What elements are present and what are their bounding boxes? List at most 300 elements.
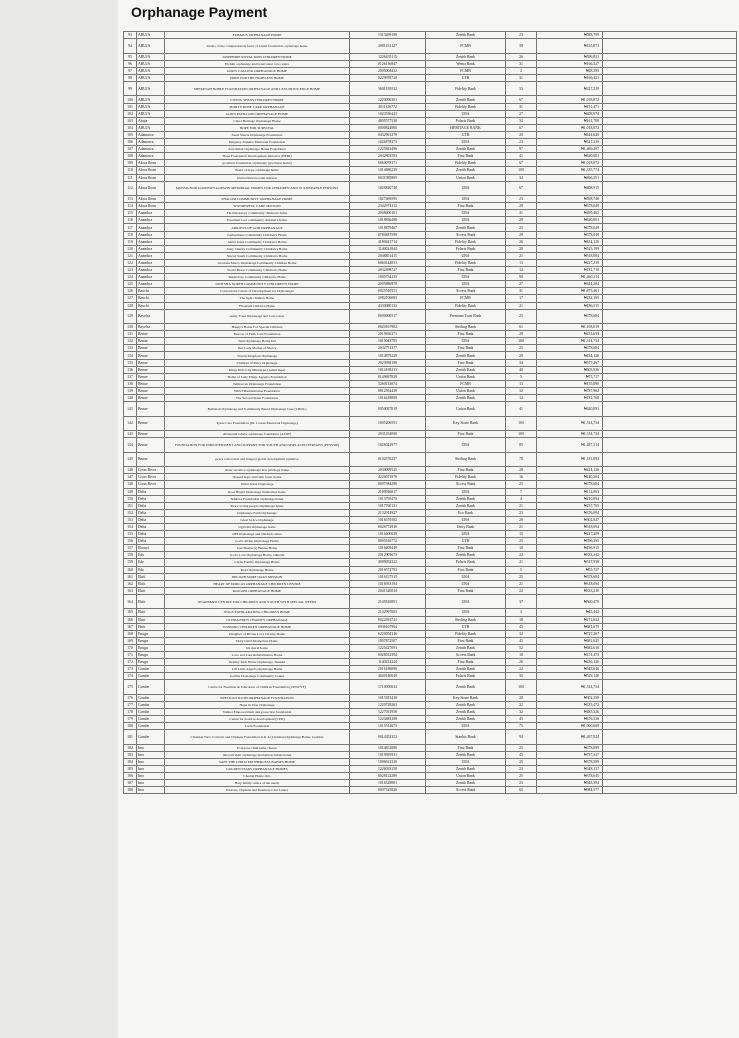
state-cell: Benue (137, 338, 165, 345)
table-row (124, 467, 737, 474)
orphanage-name: JESUS EXHILARATING CHILDREN HOME (165, 609, 350, 616)
beneficiary-count: 40 (506, 366, 537, 373)
payment-amount: ₦434,126 (537, 352, 603, 359)
account-number: 2031454000 (350, 431, 426, 438)
account-number: 1226033158 (350, 766, 426, 773)
account-number: 4330080132 (350, 302, 426, 309)
beneficiary-count: 22 (506, 552, 537, 559)
orphanage-name: UCHIJA EBUN CHARITY ORPHANAGE (165, 616, 350, 623)
table-row (124, 609, 737, 616)
row-number: 166 (124, 616, 137, 623)
state-cell: Cross River (137, 481, 165, 488)
orphanage-name: GOD'S PAVILLION ORPHANAGE HOME (165, 110, 350, 117)
payment-table (123, 31, 737, 794)
beneficiary-count: 33 (506, 81, 537, 96)
row-number: 170 (124, 644, 137, 651)
table-row (124, 366, 737, 373)
account-number: 1016400639 (350, 531, 426, 538)
blank-cell (603, 81, 737, 96)
account-number: 2016186090 (350, 666, 426, 673)
beneficiary-count: 34 (506, 117, 537, 124)
row-number: 144 (124, 438, 137, 453)
beneficiary-count: 45 (506, 751, 537, 758)
beneficiary-count: 13 (506, 259, 537, 266)
payment-amount: ₦348,137 (537, 766, 603, 773)
bank-name: Zenith Bank (426, 495, 506, 502)
payment-amount: ₦378,684 (537, 573, 603, 580)
state-cell: Imo (137, 766, 165, 773)
bank-name: Sterling Bank (426, 324, 506, 331)
row-number: 130 (124, 324, 137, 331)
orphanage-name: HOPE FOR THE HOPELESS HOME (165, 74, 350, 81)
state-cell: Cross River (137, 474, 165, 481)
bank-name: Sterling Bank (426, 452, 506, 467)
state-cell: Edo (137, 559, 165, 566)
payment-table-body (124, 32, 737, 794)
table-row (124, 32, 737, 39)
account-number: 1015512673 (350, 723, 426, 730)
payment-amount: ₦620,091 (537, 402, 603, 417)
bank-name: Fidelity Bank (426, 302, 506, 309)
orphanage-name: God's divine Orphanage Home (165, 538, 350, 545)
row-number: 95 (124, 53, 137, 60)
account-number: 2032498727 (350, 267, 426, 274)
payment-amount: ₦45,442 (537, 609, 603, 616)
table-row (124, 245, 737, 252)
beneficiary-count: 67 (506, 181, 537, 196)
blank-cell (603, 302, 737, 309)
state-cell: ABUJA (137, 53, 165, 60)
blank-cell (603, 580, 737, 587)
blank-cell (603, 538, 737, 545)
blank-cell (603, 759, 737, 766)
account-number: 2100926017 (350, 488, 426, 495)
orphanage-name: WONDERFUL CARE MISSION (165, 203, 350, 210)
account-number: 0095516772 (350, 538, 426, 545)
beneficiary-count: 35 (506, 673, 537, 680)
beneficiary-count: 32 (506, 387, 537, 394)
bank-name: First Bank (426, 637, 506, 644)
row-number: 184 (124, 759, 137, 766)
account-number: 1225821496 (350, 146, 426, 153)
row-number: 157 (124, 545, 137, 552)
state-cell: Benue (137, 402, 165, 417)
beneficiary-count: 2 (506, 67, 537, 74)
account-number: 0025510551 (350, 288, 426, 295)
row-number: 143 (124, 431, 137, 438)
payment-amount: ₦408,915 (537, 181, 603, 196)
payment-amount: ₦599,831 (537, 53, 603, 60)
account-number: 6060142051 (350, 259, 426, 266)
table-row (124, 538, 737, 545)
orphanage-name: Home of Lady Emeje Agogbo Foundation (165, 373, 350, 380)
bank-name: First Bank (426, 153, 506, 160)
blank-cell (603, 60, 737, 67)
table-row (124, 659, 737, 666)
blank-cell (603, 467, 737, 474)
beneficiary-count: 97 (506, 146, 537, 153)
orphanage-name: Ahderenel rahabe orphanage foundation (AZOF) (165, 431, 350, 438)
account-number: 1227031958 (350, 709, 426, 716)
row-number: 150 (124, 495, 137, 502)
state-cell: Anambra (137, 210, 165, 217)
table-row (124, 759, 737, 766)
beneficiary-count: 26 (506, 659, 537, 666)
table-row (124, 252, 737, 259)
orphanage-name: Beacon of Faith Care Foundation (165, 331, 350, 338)
blank-cell (603, 345, 737, 352)
blank-cell (603, 153, 737, 160)
table-row (124, 96, 737, 103)
account-number: 1014652890 (350, 744, 426, 751)
bank-name: Zenith Bank (426, 709, 506, 716)
row-number: 102 (124, 110, 137, 117)
orphanage-name: Children of Mary Orphanage (165, 359, 350, 366)
bank-name: UBA (426, 438, 506, 453)
blank-cell (603, 252, 737, 259)
bank-name: First Bank (426, 659, 506, 666)
beneficiary-count: 25 (506, 345, 537, 352)
account-number: 0007384298 (350, 481, 426, 488)
bank-name: Zenith Bank (426, 766, 506, 773)
table-row (124, 373, 737, 380)
row-number: 153 (124, 516, 137, 523)
beneficiary-count: 100 (506, 431, 537, 438)
payment-amount: ₦55,737 (537, 566, 603, 573)
beneficiary-count: 21 (506, 302, 537, 309)
bank-name: GTB (426, 623, 506, 630)
bank-name: UBA (426, 580, 506, 587)
state-cell: Enugu (137, 637, 165, 644)
account-number: 0020167982 (350, 324, 426, 331)
account-number: 0102576237 (350, 452, 426, 467)
blank-cell (603, 730, 737, 745)
state-cell: ABUJA (137, 96, 165, 103)
state-cell: Delta (137, 531, 165, 538)
account-number: 1007872507 (350, 637, 426, 644)
beneficiary-count: 100 (506, 416, 537, 431)
orphanage-name: EMMAUS ORPHANAGE HOME (165, 32, 350, 39)
beneficiary-count: 67 (506, 160, 537, 167)
payment-amount: ₦518,094 (537, 252, 603, 259)
account-number: 1014169213 (350, 366, 426, 373)
row-number: 107 (124, 146, 137, 153)
beneficiary-count: 45 (506, 637, 537, 644)
table-row (124, 39, 737, 54)
orphanage-name: WINNING CHILDREN ORPHANAGE HOME (165, 623, 350, 630)
table-row (124, 153, 737, 160)
beneficiary-count: 25 (506, 309, 537, 324)
payment-amount: ₦378,899 (537, 744, 603, 751)
orphanage-name: Excellent love community children's home (165, 217, 350, 224)
state-cell: ABUJA (137, 32, 165, 39)
state-cell: Ekiti (137, 609, 165, 616)
state-cell: Akwa Ibom (137, 203, 165, 210)
table-row (124, 545, 737, 552)
payment-amount: ₦272,632 (537, 616, 603, 623)
orphanage-name: Kingsley Zamabe Memorial Foundation (165, 139, 350, 146)
beneficiary-count: 21 (506, 252, 537, 259)
payment-amount: ₦237,705 (537, 502, 603, 509)
blank-cell (603, 502, 737, 509)
account-number: 0028122289 (350, 773, 426, 780)
row-number: 139 (124, 387, 137, 394)
account-number: 2048851415 (350, 252, 426, 259)
account-number: 0012592439 (350, 387, 426, 394)
beneficiary-count: 29 (506, 331, 537, 338)
beneficiary-count: 31 (506, 210, 537, 217)
row-number: 181 (124, 730, 137, 745)
state-cell: Adamawa (137, 139, 165, 146)
orphanage-name: Gloriana Mercy Orphanage Community Children Home (165, 259, 350, 266)
beneficiary-count: 67 (506, 124, 537, 131)
beneficiary-count: 100 (506, 338, 537, 345)
orphanage-name: Chero Heritage Orphanage Home (165, 117, 350, 124)
payment-amount: ₦155,871 (537, 39, 603, 54)
account-number: 5601159532 (350, 81, 426, 96)
beneficiary-count: 52 (506, 644, 537, 651)
table-row (124, 331, 737, 338)
state-cell: Imo (137, 787, 165, 794)
payment-amount: ₦333,210 (537, 587, 603, 594)
beneficiary-count: 23 (506, 509, 537, 516)
bank-name: Zenith Bank (426, 32, 506, 39)
row-number: 162 (124, 580, 137, 587)
state-cell: Bauchi (137, 295, 165, 302)
state-cell: Delta (137, 516, 165, 523)
row-number: 116 (124, 217, 137, 224)
bank-name: Eco Bank (426, 509, 506, 516)
state-cell: Gombe (137, 673, 165, 680)
beneficiary-count: 90 (506, 274, 537, 281)
state-cell: Anambra (137, 252, 165, 259)
account-number: 0028012394 (350, 651, 426, 658)
blank-cell (603, 523, 737, 530)
table-row (124, 474, 737, 481)
orphanage-name: Widows, Orphans and Destitute Care Centre (165, 787, 350, 794)
orphanage-name: GOD'S CALLING ORPHANAGE HOME (165, 67, 350, 74)
table-row (124, 402, 737, 417)
state-cell: Benue (137, 452, 165, 467)
blank-cell (603, 110, 737, 117)
row-number: 175 (124, 680, 137, 695)
blank-cell (603, 701, 737, 708)
blank-cell (603, 203, 737, 210)
orphanage-name: OBI Orphanage and children centre (165, 531, 350, 538)
payment-amount: ₦378,684 (537, 481, 603, 488)
bank-name: Unity Bank (426, 523, 506, 530)
payment-amount: ₦1,314,734 (537, 338, 603, 345)
bank-name: First Bank (426, 203, 506, 210)
beneficiary-count: 31 (506, 60, 537, 67)
blank-cell (603, 373, 737, 380)
account-number: 2042803593 (350, 153, 426, 160)
bank-name: UBA (426, 594, 506, 609)
state-cell: Adamawa (137, 131, 165, 138)
payment-amount: ₦240,304 (537, 474, 603, 481)
account-number: 1016418009 (350, 395, 426, 402)
account-number: 0031985805 (350, 174, 426, 181)
bank-name: UBA (426, 217, 506, 224)
payment-amount: ₦1,460,314 (537, 274, 603, 281)
table-row (124, 196, 737, 203)
blank-cell (603, 666, 737, 673)
table-row (124, 267, 737, 274)
bank-name: Key Stone Bank (426, 416, 506, 431)
orphanage-name: goodness foundation orphanage (goodness home) (165, 160, 350, 167)
bank-name: Zenith Bank (426, 53, 506, 60)
state-cell: Gombe (137, 680, 165, 695)
beneficiary-count: 85 (506, 438, 537, 453)
table-row (124, 224, 737, 231)
payment-amount: ₦682,610 (537, 644, 603, 651)
beneficiary-count: 25 (506, 759, 537, 766)
table-row (124, 594, 737, 609)
beneficiary-count: 28 (506, 467, 537, 474)
table-row (124, 110, 737, 117)
beneficiary-count: 100 (506, 167, 537, 174)
bank-name: Zenith Bank (426, 666, 506, 673)
table-row (124, 666, 737, 673)
blank-cell (603, 680, 737, 695)
account-number: 6220054346 (350, 630, 426, 637)
bank-name: UBA (426, 210, 506, 217)
row-number: 138 (124, 380, 137, 387)
payment-amount: ₦605,936 (537, 366, 603, 373)
row-number: 133 (124, 345, 137, 352)
table-row (124, 238, 737, 245)
account-number: 1017760121 (350, 502, 426, 509)
beneficiary-count: 3 (506, 609, 537, 616)
table-row (124, 431, 737, 438)
account-number: 2041320034 (350, 587, 426, 594)
blank-cell (603, 139, 737, 146)
payment-amount: ₦151,473 (537, 651, 603, 658)
blank-cell (603, 659, 737, 666)
row-number: 174 (124, 673, 137, 680)
account-number: 1027469595 (350, 196, 426, 203)
orphanage-name: Tavern Kingdom Orphanage (165, 352, 350, 359)
orphanage-name: DELIGHTSOME OAKS MISSION (165, 573, 350, 580)
bank-name: Union Bank (426, 773, 506, 780)
account-number: 1140252244 (350, 659, 426, 666)
payment-amount: ₦1,314,734 (537, 431, 603, 438)
account-number: 2132014927 (350, 509, 426, 516)
row-number: 147 (124, 474, 137, 481)
table-row (124, 81, 737, 96)
payment-amount: ₦529,140 (537, 673, 603, 680)
beneficiary-count: 34 (506, 174, 537, 181)
payment-amount: ₦181,718 (537, 267, 603, 274)
account-number: 1005734233 (350, 274, 426, 281)
blank-cell (603, 609, 737, 616)
payment-amount: ₦166,327 (537, 60, 603, 67)
account-number: 4040140049 (350, 673, 426, 680)
table-row (124, 53, 737, 60)
beneficiary-count: 15 (506, 531, 537, 538)
payment-amount: ₦161,708 (537, 117, 603, 124)
payment-amount: ₦499,462 (537, 210, 603, 217)
table-row (124, 60, 737, 67)
bank-name: GTB (426, 538, 506, 545)
row-number: 103 (124, 117, 137, 124)
payment-amount: ₦1,181,093 (537, 452, 603, 467)
account-number: 2005886970 (350, 281, 426, 288)
orphanage-name: Cornerstone Centre of Development for Orphanages (165, 288, 350, 295)
table-row (124, 131, 737, 138)
state-cell: ABUJA (137, 39, 165, 54)
table-row (124, 174, 737, 181)
payment-amount: ₦424,126 (537, 467, 603, 474)
orphanage-name: Hope Foundation Development Initiative (HFDI) (165, 153, 350, 160)
table-row (124, 160, 737, 167)
beneficiary-count: 22 (506, 587, 537, 594)
table-row (124, 117, 737, 124)
blank-cell (603, 331, 737, 338)
row-number: 185 (124, 766, 137, 773)
account-number: 0126136847 (350, 60, 426, 67)
row-number: 136 (124, 366, 137, 373)
bank-name: UBA (426, 181, 506, 196)
account-number: 4005577538 (350, 117, 426, 124)
beneficiary-count: 27 (506, 110, 537, 117)
orphanage-name: Nnewi South Community Children's Home (165, 252, 350, 259)
blank-cell (603, 96, 737, 103)
state-cell: Bayelsa (137, 309, 165, 324)
table-row (124, 146, 737, 153)
blank-cell (603, 160, 737, 167)
beneficiary-count: 23 (506, 139, 537, 146)
page-title: Orphanage Payment (131, 4, 268, 20)
payment-amount: ₦348,394 (537, 780, 603, 787)
beneficiary-count: 21 (506, 559, 537, 566)
table-row (124, 701, 737, 708)
table-row (124, 338, 737, 345)
table-row (124, 281, 737, 288)
blank-cell (603, 651, 737, 658)
bank-name: FCMB (426, 67, 506, 74)
beneficiary-count: 29 (506, 352, 537, 359)
state-cell: Imo (137, 751, 165, 758)
account-number: 1223483108 (350, 716, 426, 723)
table-row (124, 452, 737, 467)
bank-name: UBA (426, 573, 506, 580)
beneficiary-count: 5 (506, 566, 537, 573)
state-cell: Edo (137, 552, 165, 559)
table-row (124, 531, 737, 538)
row-number: 106 (124, 139, 137, 146)
payment-amount: ₦1,287,314 (537, 438, 603, 453)
row-number: 152 (124, 509, 137, 516)
bank-name: Sterling Bank (426, 616, 506, 623)
blank-cell (603, 495, 737, 502)
orphanage-name: Yuhina Empowerment and protection foundation (165, 709, 350, 716)
state-cell: Akwa Ibom (137, 181, 165, 196)
orphanage-name: Everyone child same chance (165, 744, 350, 751)
orphanage-name: God's Love Orphanage Home, Okpella (165, 552, 350, 559)
blank-cell (603, 210, 737, 217)
beneficiary-count: 22 (506, 701, 537, 708)
beneficiary-count: 18 (506, 616, 537, 623)
row-number: 168 (124, 630, 137, 637)
beneficiary-count: 27 (506, 281, 537, 288)
blank-cell (603, 387, 737, 394)
table-row (124, 509, 737, 516)
blank-cell (603, 416, 737, 431)
row-number: 93 (124, 32, 137, 39)
blank-cell (603, 488, 737, 495)
beneficiary-count: 34 (506, 359, 537, 366)
